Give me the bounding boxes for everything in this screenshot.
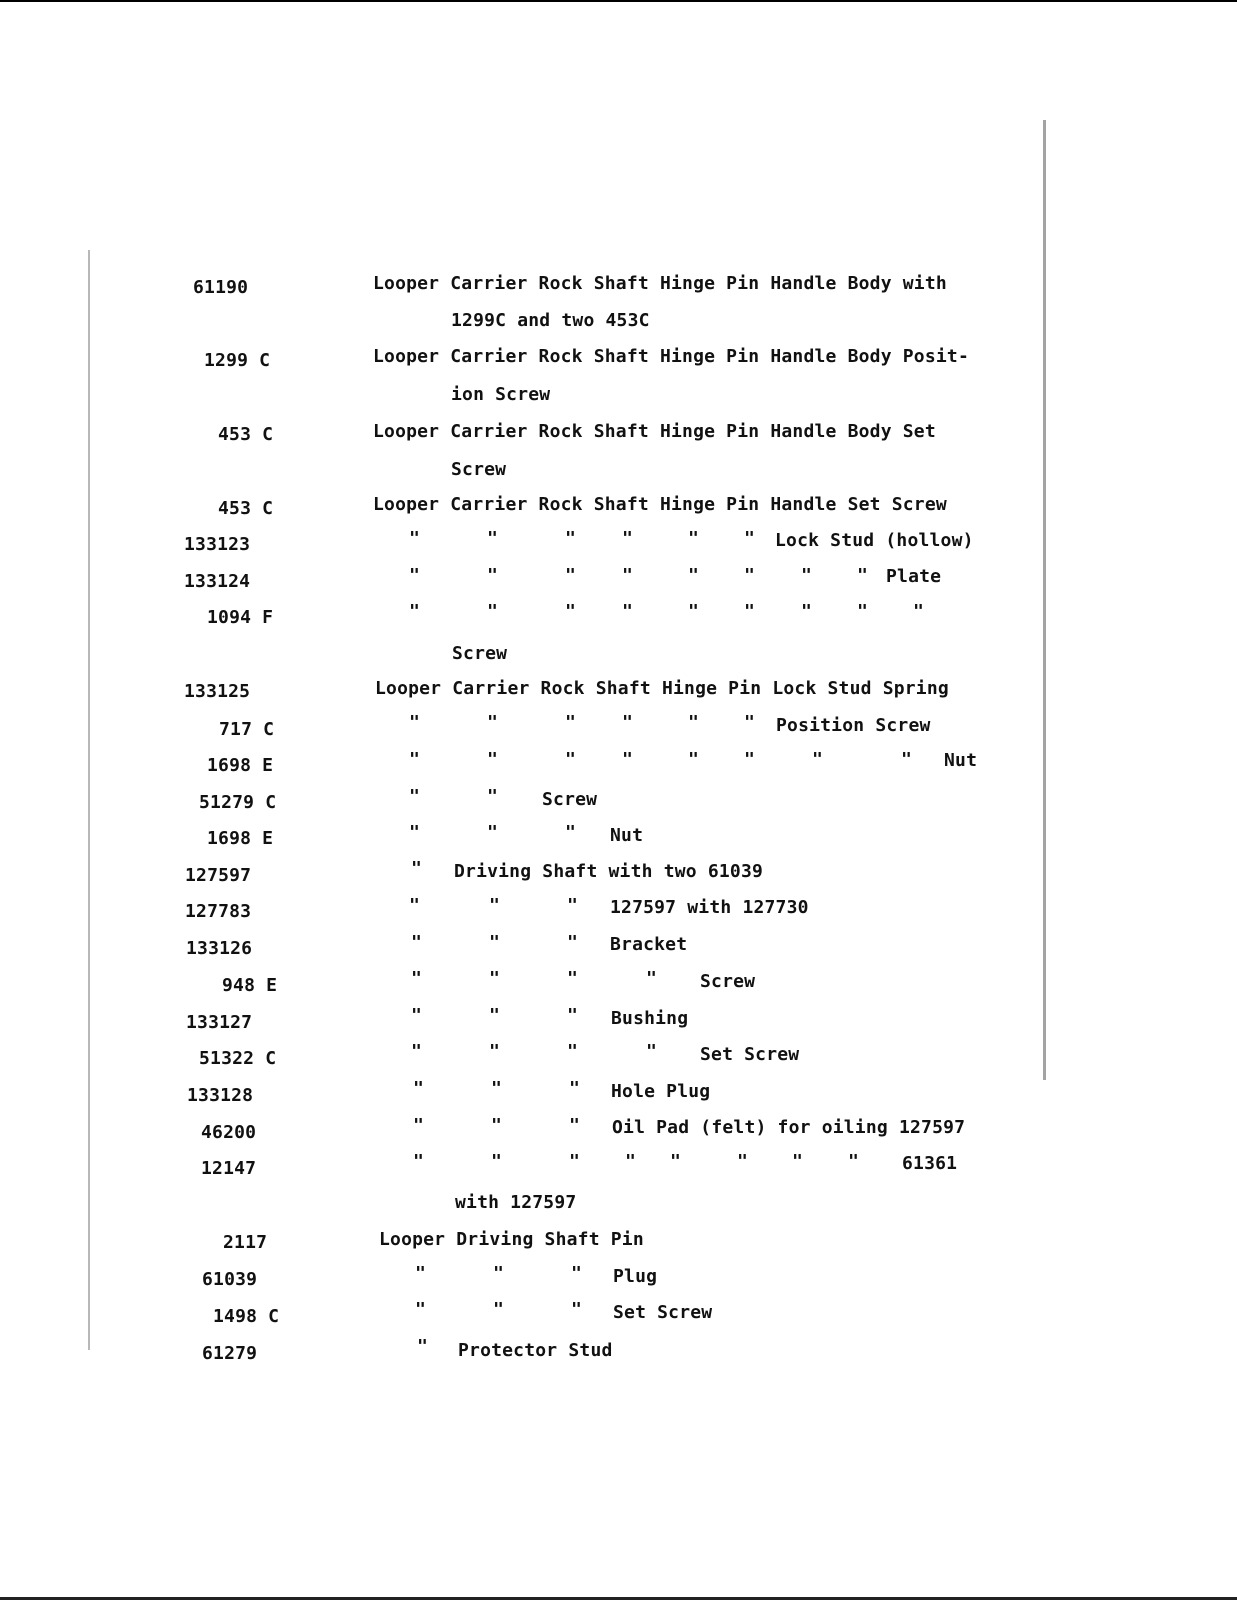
ditto-mark: ": [487, 786, 499, 807]
ditto-mark: ": [688, 601, 700, 622]
part-number: 1698 E: [207, 755, 274, 776]
ditto-mark: ": [487, 822, 499, 843]
part-number: 51322 C: [199, 1048, 277, 1069]
ditto-mark: ": [411, 1005, 423, 1026]
part-number: 61039: [202, 1269, 258, 1290]
ditto-mark: ": [567, 895, 579, 916]
ditto-mark: ": [567, 932, 579, 953]
part-description: Bracket: [610, 934, 688, 955]
part-description: Protector Stud: [458, 1340, 613, 1361]
ditto-mark: ": [571, 1299, 583, 1320]
ditto-mark: ": [625, 1151, 637, 1172]
ditto-mark: ": [409, 749, 421, 770]
ditto-mark: ": [409, 786, 421, 807]
part-number: 717 C: [219, 719, 275, 740]
ditto-mark: ": [744, 528, 756, 549]
ditto-mark: ": [413, 1078, 425, 1099]
part-description: Set Screw: [613, 1302, 713, 1323]
part-number: 133123: [184, 534, 251, 555]
ditto-mark: ": [409, 565, 421, 586]
ditto-mark: ": [487, 712, 499, 733]
ditto-mark: ": [812, 749, 824, 770]
ditto-mark: ": [409, 712, 421, 733]
ditto-mark: ": [409, 895, 421, 916]
margin-line-right: [1043, 120, 1046, 1080]
part-number: 51279 C: [199, 792, 277, 813]
part-number: 1498 C: [213, 1306, 280, 1327]
part-number: 133125: [184, 681, 251, 702]
ditto-mark: ": [565, 565, 577, 586]
ditto-mark: ": [622, 528, 634, 549]
part-description: Oil Pad (felt) for oiling 127597: [612, 1117, 966, 1138]
ditto-mark: ": [569, 1115, 581, 1136]
part-number: 133124: [184, 571, 251, 592]
ditto-mark: ": [565, 528, 577, 549]
part-number: 2117: [223, 1232, 268, 1253]
part-description-cont: ion Screw: [451, 384, 551, 405]
part-description: Looper Driving Shaft Pin: [379, 1229, 644, 1250]
ditto-mark: ": [792, 1151, 804, 1172]
ditto-mark: ": [737, 1151, 749, 1172]
ditto-mark: ": [567, 968, 579, 989]
part-description: Lock Stud (hollow): [775, 530, 974, 551]
part-number: 453 C: [218, 498, 274, 519]
ditto-mark: ": [491, 1078, 503, 1099]
ditto-mark: ": [417, 1336, 429, 1357]
ditto-mark: ": [744, 565, 756, 586]
part-number: 46200: [201, 1122, 257, 1143]
ditto-mark: ": [688, 565, 700, 586]
ditto-mark: ": [489, 1005, 501, 1026]
part-description-cont: 1299C and two 453C: [451, 310, 650, 331]
ditto-mark: ": [857, 601, 869, 622]
ditto-mark: ": [487, 601, 499, 622]
ditto-mark: ": [491, 1151, 503, 1172]
part-number: 12147: [201, 1158, 257, 1179]
ditto-mark: ": [493, 1263, 505, 1284]
ditto-mark: ": [622, 712, 634, 733]
part-description: Looper Carrier Rock Shaft Hinge Pin Handle Set Screw: [373, 494, 947, 515]
part-number: 1698 E: [207, 828, 274, 849]
ditto-mark: ": [622, 749, 634, 770]
ditto-mark: ": [567, 1005, 579, 1026]
part-description: Nut: [944, 750, 978, 771]
part-number: 1094 F: [207, 607, 274, 628]
ditto-mark: ": [744, 601, 756, 622]
ditto-mark: ": [411, 858, 423, 879]
part-description: Looper Carrier Rock Shaft Hinge Pin Lock Stud Spring: [375, 678, 949, 699]
ditto-mark: ": [857, 565, 869, 586]
ditto-mark: ": [491, 1115, 503, 1136]
ditto-mark: ": [487, 565, 499, 586]
part-description: Looper Carrier Rock Shaft Hinge Pin Handle Body with: [373, 273, 947, 294]
ditto-mark: ": [487, 749, 499, 770]
ditto-mark: ": [646, 968, 658, 989]
ditto-mark: ": [489, 895, 501, 916]
part-description: 61361: [902, 1153, 958, 1174]
part-description: Position Screw: [776, 715, 931, 736]
ditto-mark: ": [565, 601, 577, 622]
part-number: 948 E: [222, 975, 278, 996]
ditto-mark: ": [801, 565, 813, 586]
part-description-cont: with 127597: [455, 1192, 577, 1213]
ditto-mark: ": [567, 1041, 579, 1062]
part-description: Hole Plug: [611, 1081, 711, 1102]
part-description-cont: Screw: [451, 459, 507, 480]
part-description: 127597 with 127730: [610, 897, 809, 918]
ditto-mark: ": [413, 1151, 425, 1172]
ditto-mark: ": [409, 528, 421, 549]
part-number: 133127: [186, 1012, 253, 1033]
ditto-mark: ": [688, 528, 700, 549]
margin-line-left: [88, 250, 90, 1350]
part-description: Plug: [613, 1266, 658, 1287]
part-number: 453 C: [218, 424, 274, 445]
scan-edge-top: [0, 0, 1237, 2]
ditto-mark: ": [411, 968, 423, 989]
ditto-mark: ": [409, 822, 421, 843]
part-description: Bushing: [611, 1008, 689, 1029]
ditto-mark: ": [622, 601, 634, 622]
ditto-mark: ": [415, 1299, 427, 1320]
part-description: Driving Shaft with two 61039: [454, 861, 764, 882]
ditto-mark: ": [411, 1041, 423, 1062]
part-number: 61190: [193, 277, 249, 298]
ditto-mark: ": [744, 712, 756, 733]
part-description: Set Screw: [700, 1044, 800, 1065]
ditto-mark: ": [646, 1041, 658, 1062]
part-description: Looper Carrier Rock Shaft Hinge Pin Handle Body Set: [373, 421, 936, 442]
part-number: 127783: [185, 901, 252, 922]
ditto-mark: ": [415, 1263, 427, 1284]
ditto-mark: ": [489, 968, 501, 989]
ditto-mark: ": [569, 1078, 581, 1099]
ditto-mark: ": [565, 749, 577, 770]
part-number: 61279: [202, 1343, 258, 1364]
ditto-mark: ": [901, 749, 913, 770]
ditto-mark: ": [413, 1115, 425, 1136]
ditto-mark: ": [489, 1041, 501, 1062]
part-description: Nut: [610, 825, 644, 846]
part-description-cont: Screw: [452, 643, 508, 664]
ditto-mark: ": [565, 822, 577, 843]
part-number: 133126: [186, 938, 253, 959]
ditto-mark: ": [489, 932, 501, 953]
ditto-mark: ": [670, 1151, 682, 1172]
part-number: 133128: [187, 1085, 254, 1106]
part-number: 1299 C: [204, 350, 271, 371]
ditto-mark: ": [848, 1151, 860, 1172]
ditto-mark: ": [622, 565, 634, 586]
ditto-mark: ": [688, 749, 700, 770]
ditto-mark: ": [913, 601, 925, 622]
part-description: Plate: [886, 566, 942, 587]
part-number: 127597: [185, 865, 252, 886]
ditto-mark: ": [744, 749, 756, 770]
part-description: Screw: [700, 971, 756, 992]
ditto-mark: ": [409, 601, 421, 622]
ditto-mark: ": [565, 712, 577, 733]
ditto-mark: ": [688, 712, 700, 733]
part-description: Screw: [542, 789, 598, 810]
ditto-mark: ": [569, 1151, 581, 1172]
ditto-mark: ": [493, 1299, 505, 1320]
part-description: Looper Carrier Rock Shaft Hinge Pin Handle Body Posit-: [373, 346, 969, 367]
ditto-mark: ": [411, 932, 423, 953]
ditto-mark: ": [801, 601, 813, 622]
ditto-mark: ": [571, 1263, 583, 1284]
ditto-mark: ": [487, 528, 499, 549]
